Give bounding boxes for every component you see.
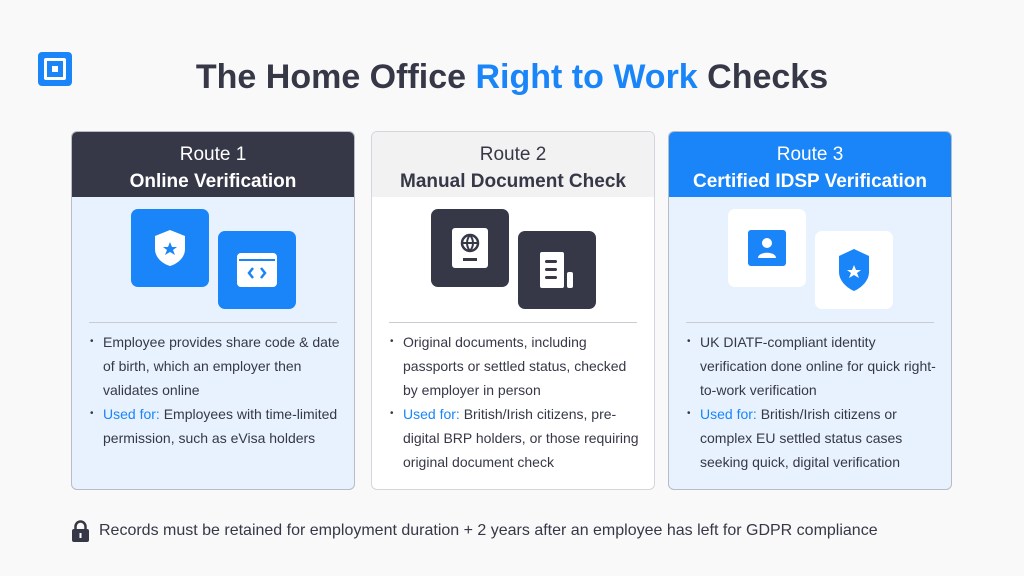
used-for-label: Used for: bbox=[403, 406, 460, 422]
route-number: Route 3 bbox=[776, 144, 844, 165]
used-for-label: Used for: bbox=[700, 406, 757, 422]
description-bullet: • Employee provides share code & date of birth, which an employer then validates online bbox=[90, 330, 342, 402]
route-header bbox=[72, 132, 354, 197]
used-for-label: Used for: bbox=[103, 406, 160, 422]
document-icon bbox=[518, 231, 596, 309]
divider bbox=[686, 322, 934, 323]
divider bbox=[389, 322, 637, 323]
title-accent: Right to Work bbox=[475, 58, 698, 96]
id-user-icon bbox=[728, 209, 806, 287]
route-name: Manual Document Check bbox=[400, 171, 626, 192]
used-for-text: Employees with time-limited permission, such as eVisa holders bbox=[103, 406, 338, 446]
browser-code-icon bbox=[218, 231, 296, 309]
route-card-2 bbox=[371, 131, 655, 490]
shield-star-icon bbox=[815, 231, 893, 309]
route-header bbox=[372, 132, 654, 197]
divider bbox=[89, 322, 337, 323]
title-part2: Checks bbox=[697, 58, 829, 96]
route-number: Route 1 bbox=[179, 144, 247, 165]
route-details bbox=[90, 330, 342, 450]
route-card-3 bbox=[668, 131, 952, 490]
route-details bbox=[390, 330, 642, 474]
route-details bbox=[687, 330, 939, 474]
used-for-bullet bbox=[90, 402, 342, 450]
route-name: Online Verification bbox=[129, 171, 297, 192]
lock-icon bbox=[72, 520, 89, 542]
used-for-text: British/Irish citizens, pre-digital BRP holders, or those requiring original document check bbox=[403, 406, 639, 470]
description-bullet: • Original documents, including passports or settled status, checked by employer in person bbox=[390, 330, 642, 402]
title-part1: The Home Office bbox=[195, 58, 476, 96]
used-for-bullet bbox=[687, 402, 939, 474]
used-for-text: British/Irish citizens or complex EU settled status cases seeking quick, digital verification bbox=[700, 406, 903, 470]
footer-note bbox=[72, 520, 878, 542]
description-bullet: • UK DIATF-compliant identity verification done online for quick right-to-work verification bbox=[687, 330, 939, 402]
shield-star-icon bbox=[131, 209, 209, 287]
route-name: Certified IDSP Verification bbox=[692, 171, 928, 192]
route-card-1 bbox=[71, 131, 355, 490]
route-number: Route 2 bbox=[479, 144, 547, 165]
route-header bbox=[669, 132, 951, 197]
used-for-bullet bbox=[390, 402, 642, 474]
footer-text: Records must be retained for employment duration + 2 years after an employee has left for GDPR compliance bbox=[99, 522, 878, 539]
passport-icon bbox=[431, 209, 509, 287]
page-title bbox=[0, 58, 1024, 97]
